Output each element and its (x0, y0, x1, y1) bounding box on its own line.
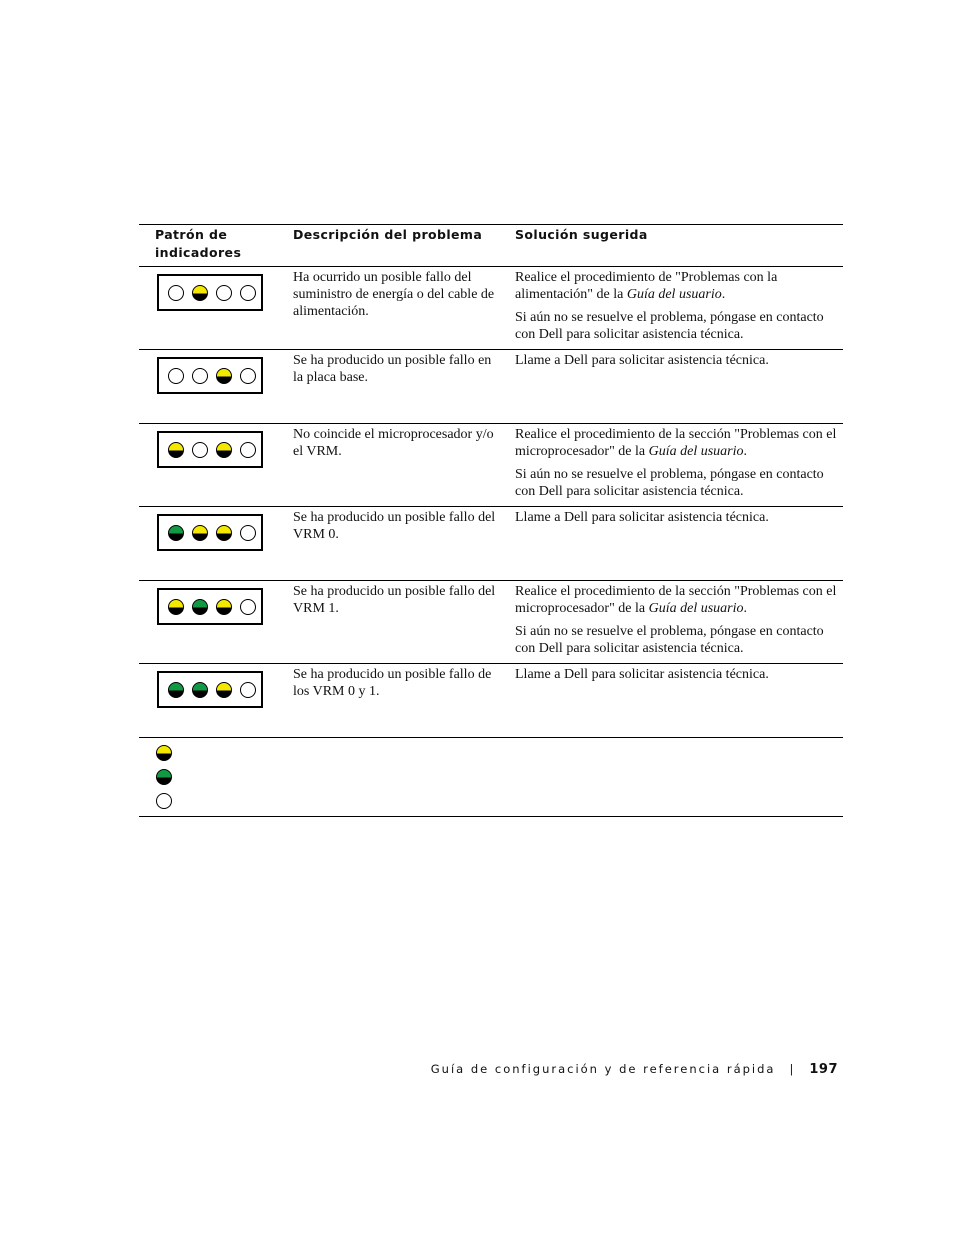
footer-separator: | (789, 1062, 796, 1076)
solution-paragraph (515, 426, 843, 460)
table-header (139, 224, 843, 266)
suggested-solution (515, 583, 843, 657)
legend-led-yellow-icon (156, 745, 172, 761)
guide-title-ref: Guía del usuario (626, 287, 722, 302)
solution-paragraph (515, 309, 843, 343)
led-pattern-panel (157, 431, 263, 468)
led-off-icon (240, 442, 256, 458)
solution-text: Si aún no se resuelve el problema, póngase en contacto con Dell para solicitar asistencia técnica. (515, 467, 824, 499)
suggested-solution (515, 269, 843, 343)
led-yellow-icon (216, 599, 232, 615)
suggested-solution (515, 666, 843, 683)
led-off-icon (240, 525, 256, 541)
led-off-icon (168, 285, 184, 301)
led-green-icon (192, 682, 208, 698)
solution-text: Llame a Dell para solicitar asistencia técnica. (515, 353, 769, 368)
legend-led-green-icon (156, 769, 172, 785)
led-off-icon (216, 285, 232, 301)
solution-text-end: . (721, 287, 726, 302)
led-yellow-icon (168, 599, 184, 615)
led-green-icon (192, 599, 208, 615)
header-solution: Solución sugerida (515, 227, 648, 242)
led-yellow-icon (216, 442, 232, 458)
table-row (139, 663, 843, 738)
led-off-icon (192, 368, 208, 384)
table-row (139, 580, 843, 664)
led-off-icon (240, 285, 256, 301)
led-off-icon (240, 682, 256, 698)
solution-paragraph (515, 623, 843, 657)
solution-paragraph (515, 666, 843, 683)
problem-description: Se ha producido un posible fallo del VRM 1. (293, 584, 496, 616)
solution-text: Realice el procedimiento de la sección "Problemas con el microprocesador" de la (515, 427, 837, 459)
solution-text: Realice el procedimiento de "Problemas con la alimentación" de la (515, 270, 778, 302)
solution-text: Llame a Dell para solicitar asistencia técnica. (515, 667, 769, 682)
guide-title-ref: Guía del usuario (648, 444, 744, 459)
led-yellow-icon (192, 525, 208, 541)
led-green-icon (168, 682, 184, 698)
led-green-icon (168, 525, 184, 541)
problem-description: No coincide el microprocesador y/o el VRM. (293, 427, 494, 459)
table-row (139, 349, 843, 424)
table-row (139, 506, 843, 581)
led-pattern-panel (157, 671, 263, 708)
problem-description: Ha ocurrido un posible fallo del suministro de energía o del cable de alimentación. (293, 270, 495, 319)
led-legend (139, 737, 843, 817)
footer-title: Guía de configuración y de referencia rápida (430, 1062, 776, 1076)
problem-description: Se ha producido un posible fallo en la placa base. (293, 353, 492, 385)
table-row (139, 423, 843, 507)
solution-text: Llame a Dell para solicitar asistencia técnica. (515, 510, 769, 525)
led-yellow-icon (192, 285, 208, 301)
led-pattern-panel (157, 514, 263, 551)
led-off-icon (168, 368, 184, 384)
led-pattern-panel (157, 274, 263, 311)
solution-paragraph (515, 466, 843, 500)
solution-text: Si aún no se resuelve el problema, póngase en contacto con Dell para solicitar asistencia técnica. (515, 310, 824, 342)
legend-led-off-icon (156, 793, 172, 809)
suggested-solution (515, 509, 843, 526)
suggested-solution (515, 426, 843, 500)
led-yellow-icon (216, 368, 232, 384)
led-yellow-icon (168, 442, 184, 458)
solution-paragraph (515, 269, 843, 303)
led-yellow-icon (216, 682, 232, 698)
solution-text-end: . (743, 601, 747, 616)
problem-description: Se ha producido un posible fallo de los VRM 0 y 1. (293, 667, 492, 699)
solution-paragraph (515, 352, 843, 369)
led-pattern-panel (157, 588, 263, 625)
guide-title-ref: Guía del usuario (648, 601, 744, 616)
page-footer (0, 1062, 838, 1077)
suggested-solution (515, 352, 843, 369)
solution-paragraph (515, 509, 843, 526)
solution-text: Realice el procedimiento de la sección "Problemas con el microprocesador" de la (515, 584, 837, 616)
header-description: Descripción del problema (293, 227, 483, 242)
solution-text: Si aún no se resuelve el problema, póngase en contacto con Dell para solicitar asistencia técnica. (515, 624, 824, 656)
solution-text-end: . (743, 444, 747, 459)
led-yellow-icon (216, 525, 232, 541)
led-off-icon (240, 599, 256, 615)
page-number: 197 (809, 1062, 838, 1077)
led-pattern-panel (157, 357, 263, 394)
table-row (139, 266, 843, 350)
header-pattern: Patrón de indicadores (155, 227, 242, 260)
problem-description: Se ha producido un posible fallo del VRM 0. (293, 510, 496, 542)
solution-paragraph (515, 583, 843, 617)
led-off-icon (192, 442, 208, 458)
led-off-icon (240, 368, 256, 384)
